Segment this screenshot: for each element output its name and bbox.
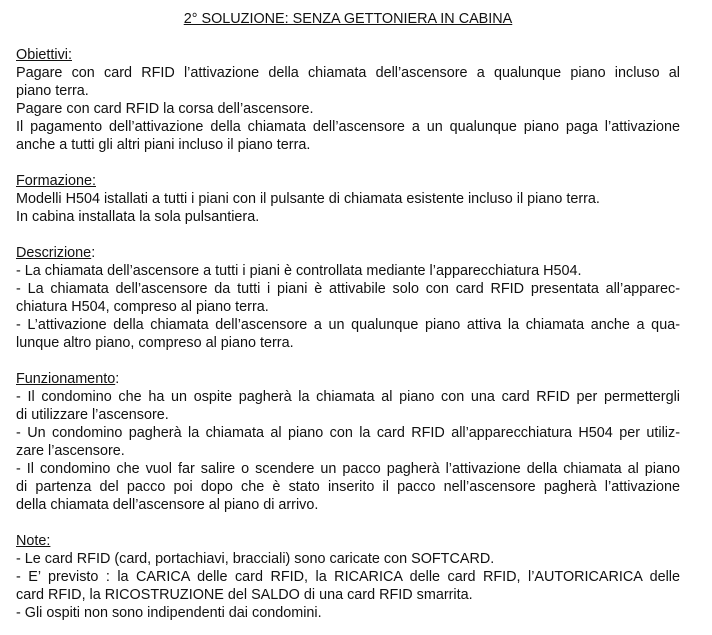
paragraph-line: In cabina installata la sola pulsantiera.: [16, 209, 260, 225]
paragraph-line: zare l’ascensore.: [16, 443, 125, 459]
section-heading: [16, 370, 680, 388]
section-heading-suffix: :: [115, 371, 120, 387]
document-title: 2° SOLUZIONE: SENZA GETTONIERA IN CABINA: [183, 11, 513, 27]
paragraph-line: di utilizzare l’ascensore.: [16, 407, 169, 423]
paragraph-line: Il pagamento dell’attivazione della chiamata dell’ascensore a un qualunque piano paga l’attivazione: [16, 119, 680, 135]
paragraph-line: - E’ previsto : la CARICA delle card RFID, la RICARICA delle card RFID, l’AUTORICARICA delle: [16, 569, 680, 585]
paragraph-line: - Le card RFID (card, portachiavi, bracciali) sono caricate con SOFTCARD.: [16, 551, 495, 567]
paragraph-line: - Il condomino che ha un ospite pagherà la chiamata al piano con una card RFID per permettergli: [16, 389, 680, 405]
section-funzionamento: [16, 370, 680, 514]
section-heading: [16, 46, 680, 64]
paragraph-line: Modelli H504 istallati a tutti i piani con il pulsante di chiamata esistente incluso il piano terra.: [16, 191, 600, 207]
paragraph-line: - La chiamata dell’ascensore da tutti i piani è attivabile solo con card RFID presentata all’apparec-: [16, 281, 680, 297]
section-heading-text: Formazione:: [16, 173, 96, 189]
paragraph-line: chiatura H504, compreso al piano terra.: [16, 299, 269, 315]
section-heading: [16, 532, 680, 550]
paragraph-line: - L’attivazione della chiamata dell’ascensore a un qualunque piano attiva la chiamata anche a qua-: [16, 317, 680, 333]
section-heading-suffix: :: [91, 245, 96, 261]
section-heading: [16, 172, 680, 190]
section-obiettivi: [16, 46, 680, 154]
paragraph-line: di partenza del pacco poi dopo che è stato inserito il pacco nell’ascensore pagherà l’attivazione: [16, 479, 680, 495]
section-descrizione: [16, 244, 680, 352]
document-page: [16, 10, 680, 622]
paragraph-line: Pagare con card RFID la corsa dell’ascensore.: [16, 101, 314, 117]
section-heading-text: Note:: [16, 533, 51, 549]
paragraph-line: card RFID, la RICOSTRUZIONE del SALDO di una card RFID smarrita.: [16, 587, 473, 603]
paragraph-line: lunque altro piano, compreso al piano terra.: [16, 335, 294, 351]
section-heading: [16, 244, 680, 262]
paragraph-line: della chiamata dell’ascensore al piano di arrivo.: [16, 497, 319, 513]
paragraph-line: anche a tutti gli altri piani incluso il piano terra.: [16, 137, 311, 153]
section-note: [16, 532, 680, 622]
paragraph-line: piano terra.: [16, 83, 89, 99]
paragraph-line: Pagare con card RFID l’attivazione della chiamata dell’ascensore a qualunque piano incluso al: [16, 65, 680, 81]
paragraph-line: - Il condomino che vuol far salire o scendere un pacco pagherà l’attivazione della chiamata al piano: [16, 461, 680, 477]
section-formazione: [16, 172, 680, 226]
paragraph-line: - Un condomino pagherà la chiamata al piano con la card RFID all’apparecchiatura H504 per utiliz-: [16, 425, 680, 441]
section-heading-text: Funzionamento: [16, 371, 116, 387]
paragraph-line: - La chiamata dell’ascensore a tutti i piani è controllata mediante l’apparecchiatura H504.: [16, 263, 582, 279]
paragraph-line: - Gli ospiti non sono indipendenti dai condomini.: [16, 605, 322, 621]
section-heading-text: Obiettivi:: [16, 47, 72, 63]
section-heading-text: Descrizione: [16, 245, 92, 261]
